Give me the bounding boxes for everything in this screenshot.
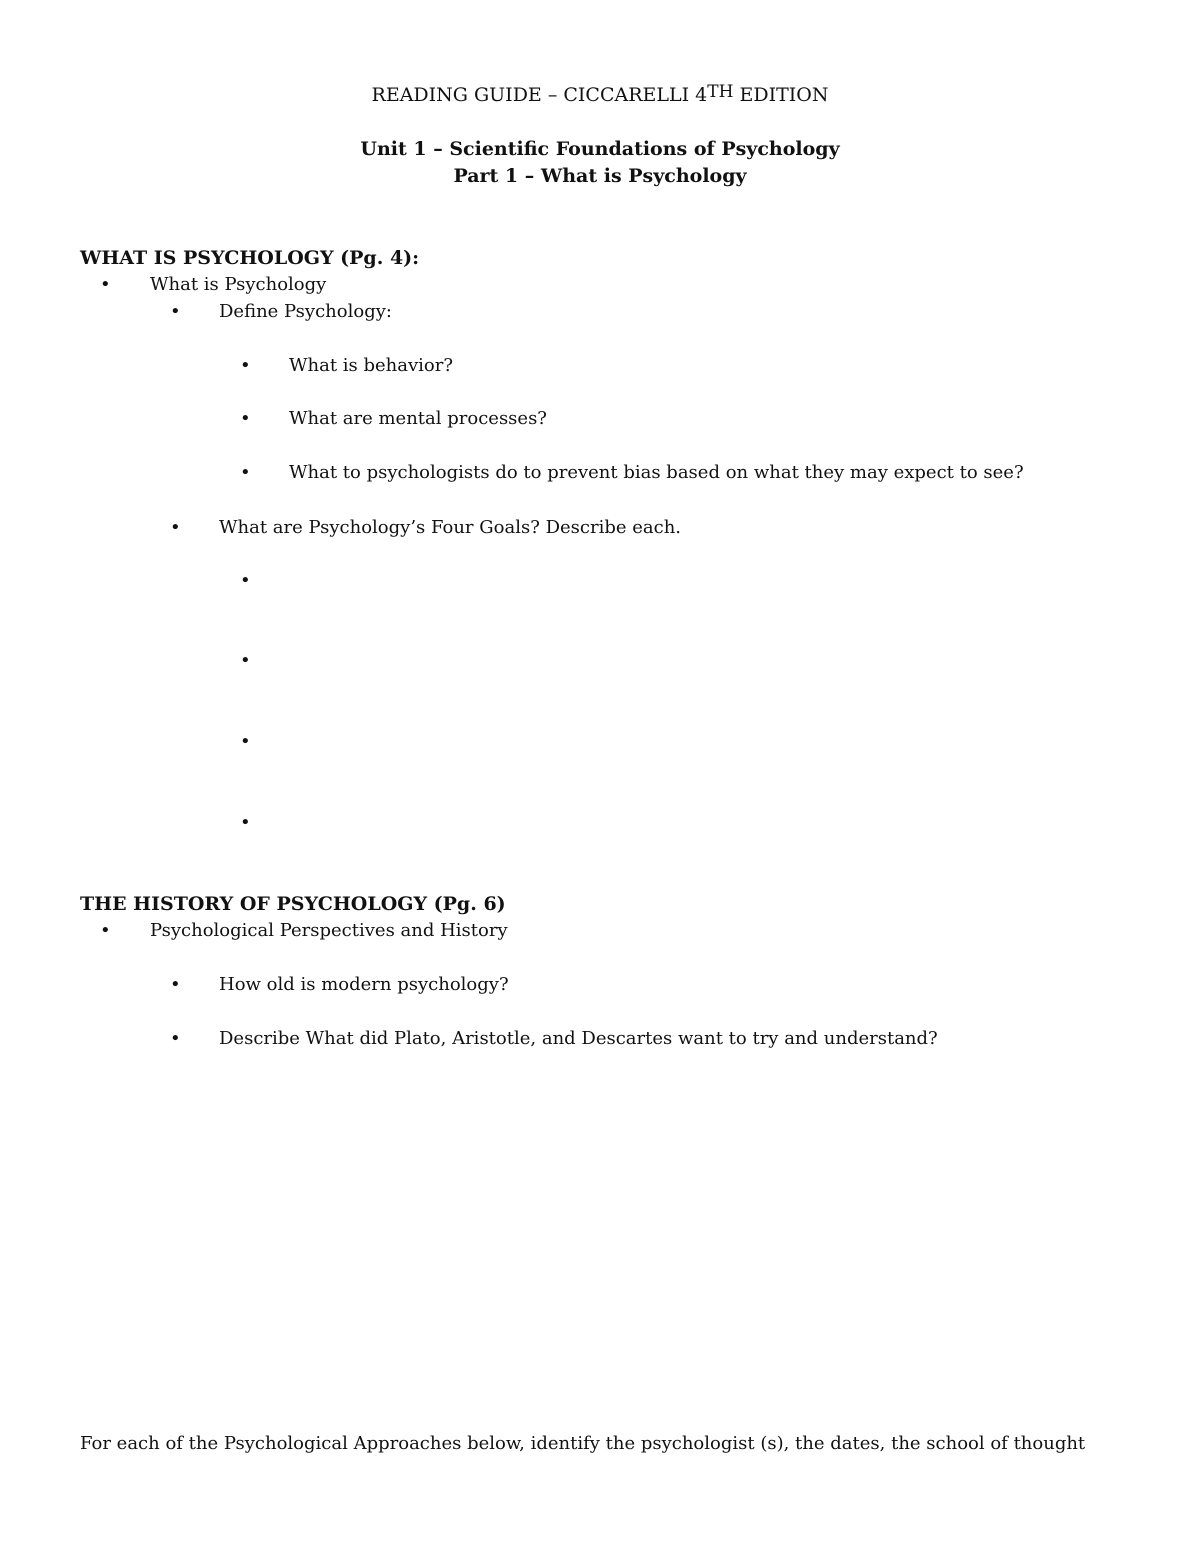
empty-answer-bullet: • [240,650,251,671]
bullet-marker: • [170,1028,181,1049]
section-heading-what-is-psychology: WHAT IS PSYCHOLOGY (Pg. 4): [80,247,420,269]
unit-subtitle: Unit 1 – Scientific Foundations of Psychology [360,138,840,160]
bullet-marker: • [100,920,111,941]
title-end: EDITION [733,84,829,106]
page-title [0,80,1200,111]
bullet-marker: • [170,974,181,995]
empty-answer-bullet: • [240,812,251,833]
bullet-marker: • [240,462,251,483]
empty-answer-bullet: • [240,570,251,591]
title-superscript: TH [707,82,734,102]
list-item-what-is-behavior: What is behavior? [289,355,454,376]
list-item-prevent-bias: What to psychologists do to prevent bias based on what they may expect to see? [289,462,1024,483]
list-item-define-psychology: Define Psychology: [219,301,392,322]
bullet-marker: • [240,408,251,429]
bullet-marker: • [240,355,251,376]
title-main: READING GUIDE – CICCARELLI 4 [371,84,708,106]
list-item-perspectives-history: Psychological Perspectives and History [150,920,508,941]
list-item-plato-aristotle-descartes: Describe What did Plato, Aristotle, and Descartes want to try and understand? [219,1028,938,1049]
approaches-instructions: For each of the Psychological Approaches below, identify the psychologist (s), the dates, the school of thought [80,1433,1086,1454]
part-subtitle: Part 1 – What is Psychology [453,165,747,187]
list-item-mental-processes: What are mental processes? [289,408,547,429]
list-item-how-old: How old is modern psychology? [219,974,509,995]
bullet-marker: • [100,274,111,295]
bullet-marker: • [170,301,181,322]
bullet-marker: • [170,517,181,538]
list-item-what-is-psychology: What is Psychology [150,274,327,295]
section-heading-history-of-psychology: THE HISTORY OF PSYCHOLOGY (Pg. 6) [80,893,506,915]
empty-answer-bullet: • [240,731,251,752]
list-item-four-goals: What are Psychology’s Four Goals? Describe each. [219,517,682,538]
